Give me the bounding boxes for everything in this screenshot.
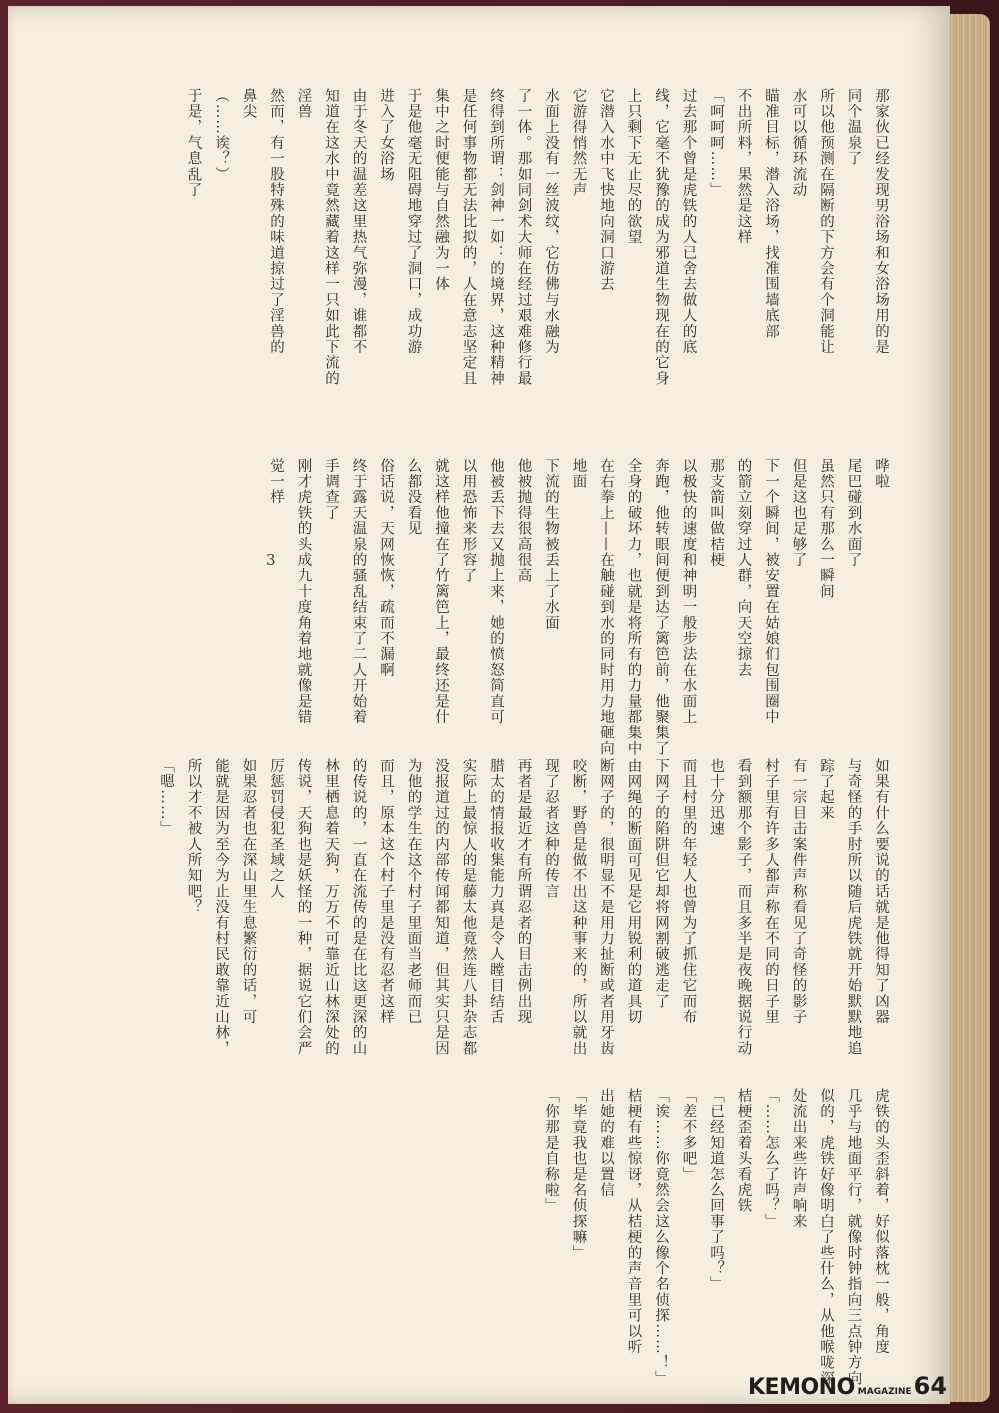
text-column: 由于冬天的温差这里热气弥漫，谁都不 bbox=[350, 88, 367, 355]
text-column: 「你那是自称啦」 bbox=[543, 1088, 559, 1214]
text-column: 手调查了 bbox=[323, 458, 339, 521]
text-column: 水面上没有一丝波纹，它仿佛与水融为 bbox=[543, 88, 559, 355]
text-column: 就这样他撞在了竹篱笆上，最终还是什 bbox=[433, 458, 449, 725]
text-column: 处流出来些许声响来 bbox=[790, 1088, 807, 1230]
text-column: 瞄准目标，潜入浴场，找准围墙底部 bbox=[763, 88, 779, 340]
text-column: 由网绳的断面可见是它用锐利的道具切 bbox=[625, 758, 642, 1025]
text-column: 所以才不被人所知吧？ bbox=[185, 758, 202, 915]
text-column: 以用恐怖来形容了 bbox=[460, 458, 477, 584]
text-column: 终得到所谓：剑神一如：的境界，这种精神 bbox=[488, 88, 504, 387]
text-column: 再者是最近才有所谓忍者的目击例出现 bbox=[515, 758, 532, 1025]
text-column: 然而，有一股特殊的味道掠过了淫兽的 bbox=[268, 88, 284, 355]
text-column: 所以他预测在隔断的下方会有个洞能让 bbox=[818, 88, 834, 355]
text-column: 踪了起来 bbox=[818, 758, 834, 821]
text-column: 集中之时便能与自然融为一体 bbox=[433, 88, 449, 293]
text-column: 虽然只有那么一瞬间 bbox=[818, 458, 834, 600]
text-column: 虎铁的头歪斜着，好似落枕一般，角度 bbox=[873, 1088, 889, 1355]
text-column: 刚才虎铁的头成九十度角着地就像是错 bbox=[295, 458, 312, 725]
text-column: 的传说的，一直在流传的是在比这更深的山 bbox=[350, 758, 367, 1057]
text-column: 如果忍者也在深山里生息繁衍的话，可 bbox=[240, 758, 257, 1025]
text-column: 腊太的情报收集能力真是令人瞠目结舌 bbox=[488, 758, 504, 1025]
text-column: 「……怎么了吗？」 bbox=[763, 1088, 779, 1230]
text-column: 但是这也足够了 bbox=[790, 458, 807, 568]
section-number: 3 bbox=[266, 551, 276, 569]
text-column: 「呵呵呵……」 bbox=[708, 88, 724, 198]
text-column: 而且村里的年轻人也曾为了抓住它而布 bbox=[680, 758, 697, 1025]
book-page bbox=[8, 6, 950, 1404]
page-footer bbox=[748, 1372, 958, 1406]
text-column: 了一体。那如同剑术大师在经过艰难修行最 bbox=[515, 88, 532, 387]
footer-magazine-label: MAGAZINE bbox=[857, 1387, 912, 1397]
text-column: 为他的学生在这个村子里面当老师而已 bbox=[405, 758, 422, 1025]
text-column: 的箭立刻穿过人群，向天空掠去 bbox=[735, 458, 752, 678]
text-column: 奔跑，他转眼间便到达了篱笆前，他聚集了 bbox=[653, 458, 669, 757]
text-column: 么都没看见 bbox=[405, 458, 422, 537]
text-column: 咬断，野兽是做不出这种事来的，所以就出 bbox=[570, 758, 587, 1057]
text-column: 鼻尖 bbox=[240, 88, 257, 120]
text-column: 它潜入水中飞快地向洞口游去 bbox=[598, 88, 614, 293]
text-column: 地面 bbox=[570, 458, 587, 490]
text-column: 「毕竟我也是名侦探嘛」 bbox=[570, 1088, 587, 1261]
text-column: 传说，天狗也是妖怪的一种，据说它们会严 bbox=[295, 758, 312, 1057]
text-column: 哗啦 bbox=[873, 458, 889, 490]
text-column: 看到额那个影子，而且多半是夜晚据说行动 bbox=[735, 758, 752, 1057]
text-column: 全身的破坏力，也就是将所有的力量都集中 bbox=[625, 458, 642, 757]
text-column: 林里栖息着天狗，万万不可靠近山林深处的 bbox=[323, 758, 339, 1057]
text-column: 淫兽 bbox=[295, 88, 312, 120]
text-column: 过去那个曾是虎铁的人已舍去做人的底 bbox=[680, 88, 697, 355]
text-column: 「差不多吧」 bbox=[680, 1088, 697, 1183]
text-column: 它游得悄然无声 bbox=[570, 88, 587, 198]
text-column: 而且，原本这个村子里是没有忍者这样 bbox=[378, 758, 394, 1025]
text-column: 似的，虎铁好像明白了些什么，从他喉咙深 bbox=[818, 1088, 834, 1387]
text-column: 尾巴碰到水面了 bbox=[845, 458, 862, 568]
text-column: 终于露天温泉的骚乱结束了二人开始着 bbox=[350, 458, 367, 725]
text-column: 「嗯……」 bbox=[158, 758, 174, 837]
text-column: 他被抛得很高很高 bbox=[515, 458, 532, 584]
text-column: 于是，气息乱了 bbox=[185, 88, 202, 198]
text-column: 水可以循环流动 bbox=[790, 88, 807, 198]
text-column: 下网子的陷阱但它却将网割破逃走了 bbox=[653, 758, 669, 1010]
text-column: 线，它毫不犹豫的成为邪道生物现在的它身 bbox=[653, 88, 669, 387]
text-column: 知道在这水中竟然藏着这样一只如此下流的 bbox=[323, 88, 339, 387]
text-column: 几乎与地面平行，就像时钟指向三点钟方向 bbox=[845, 1088, 862, 1387]
text-column: 进入了女浴场 bbox=[378, 88, 394, 183]
text-column: 村子里有许多人都声称在不同的日子里 bbox=[763, 758, 779, 1025]
text-column: 那家伙已经发现男浴场和女浴场用的是 bbox=[873, 88, 889, 355]
text-column: 断网子的，很明显不是用力扯断或者用牙齿 bbox=[598, 758, 614, 1057]
text-column: 桔梗歪着头看虎铁 bbox=[735, 1088, 752, 1214]
footer-brand: KEMONO bbox=[748, 1375, 855, 1400]
page-number: 64 bbox=[913, 1372, 948, 1400]
text-column: （……诶？） bbox=[213, 88, 229, 183]
text-column: 「诶……你竟然会这么像个名侦探……！」 bbox=[653, 1088, 669, 1387]
text-column: 「已经知道怎么回事了吗？」 bbox=[708, 1088, 724, 1293]
text-column: 他被丢下去又抛上来，她的愤怒简直可 bbox=[488, 458, 504, 725]
text-column: 厉惩罚侵犯圣域之人 bbox=[268, 758, 284, 900]
text-column: 实际上最惊人的是藤太他竟然连八卦杂志都 bbox=[460, 758, 477, 1057]
text-column: 与奇怪的手肘所以随后虎铁就开始默默地追 bbox=[845, 758, 862, 1057]
text-column: 现了忍者这种的传言 bbox=[543, 758, 559, 900]
text-column: 上只剩下无止尽的欲望 bbox=[625, 88, 642, 245]
text-column: 不出所料，果然是这样 bbox=[735, 88, 752, 245]
text-column: 是任何事物都无法比拟的，人在意志坚定且 bbox=[460, 88, 477, 387]
text-column: 也十分迅速 bbox=[708, 758, 724, 837]
text-column: 能就是因为至今为止没有村民敢靠近山林， bbox=[213, 758, 229, 1057]
text-column: 桔梗有些惊讶，从桔梗的声音里可以听 bbox=[625, 1088, 642, 1355]
text-tier-middle bbox=[262, 458, 895, 757]
text-column: 有一宗目击案件声称看见了奇怪的影子 bbox=[790, 758, 807, 1025]
text-tier-lower bbox=[152, 758, 895, 1118]
text-column: 以极快的速度和神明一般步法在水面上 bbox=[680, 458, 697, 725]
text-column: 于是他毫无阻碍地穿过了洞口，成功游 bbox=[405, 88, 422, 355]
text-column: 俗话说，天网恢恢，疏而不漏啊 bbox=[378, 458, 394, 678]
text-column: 那支箭叫做桔梗 bbox=[708, 458, 724, 568]
text-column: 如果有什么要说的话就是他得知了凶器 bbox=[873, 758, 889, 1025]
text-column: 同个温泉了 bbox=[845, 88, 862, 167]
text-column: 下一个瞬间，被安置在姑娘们包围圈中 bbox=[763, 458, 779, 725]
text-tier-top bbox=[179, 88, 894, 428]
text-tier-bottom bbox=[537, 1088, 895, 1387]
text-column: 出她的难以置信 bbox=[598, 1088, 614, 1198]
text-column: 觉一样 bbox=[268, 458, 284, 506]
text-column: 下流的生物被丢上了水面 bbox=[543, 458, 559, 631]
text-column: 在右拳上——在触碰到水的同时用力地砸向 bbox=[598, 458, 614, 757]
text-column: 没报道过的内部传闻都知道，但其实只是因 bbox=[433, 758, 449, 1057]
